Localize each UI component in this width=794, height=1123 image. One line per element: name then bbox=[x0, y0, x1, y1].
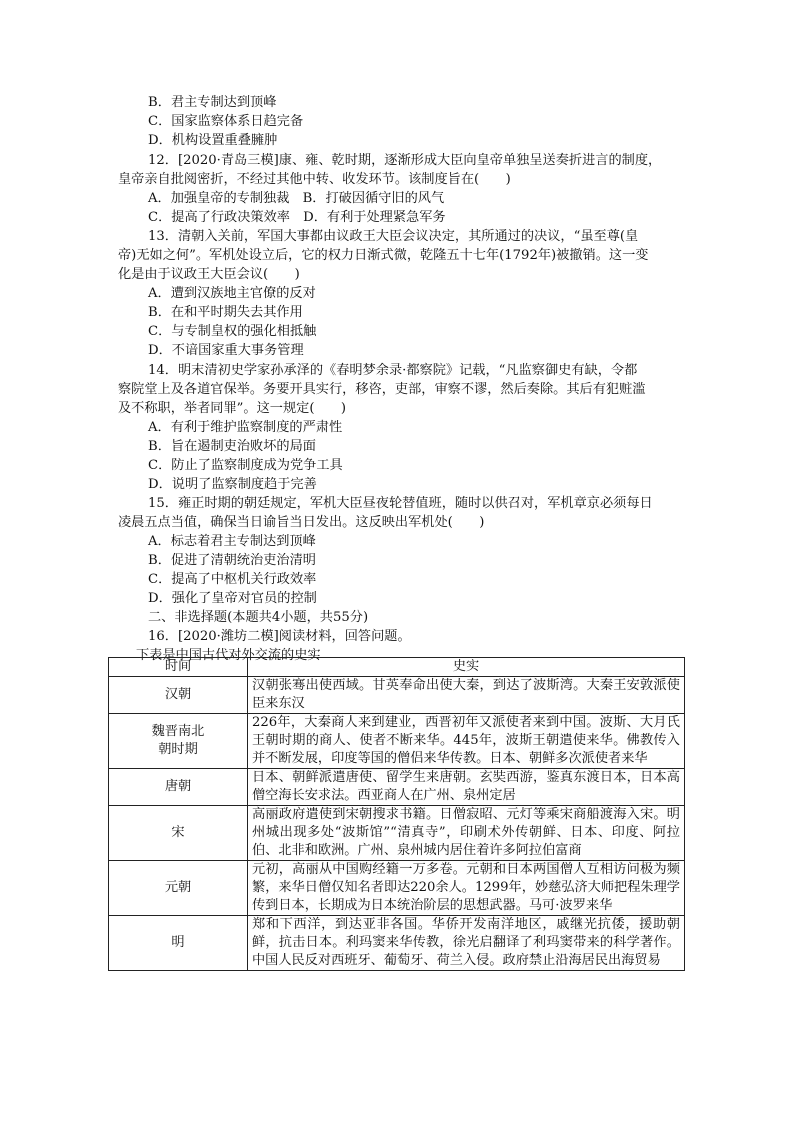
fact-cell: 郑和下西洋，到达亚非各国。华侨开发南洋地区，戚继光抗倭，援助朝鲜，抗击日本。利玛窦来华传教，徐光启翻译了利玛窦带来的科学著作。中国人民反对西班牙、葡萄牙、荷兰入侵。政府禁止沿海居民出海贸易 bbox=[248, 916, 685, 971]
q11-option-d: D．机构设置重叠臃肿 bbox=[148, 133, 278, 148]
fact-cell: 日本、朝鲜派遣唐使、留学生来唐朝。玄奘西游，鉴真东渡日本，日本高僧空海长安求法。西亚商人在广州、泉州定居 bbox=[248, 769, 685, 806]
q13-option-c: C．与专制皇权的强化相抵触 bbox=[148, 324, 317, 339]
table-row bbox=[109, 714, 685, 769]
q12-stem-line1: 12．[2020·青岛三模]康、雍、乾时期，逐渐形成大臣向皇帝单独呈送奏折进言的制度， bbox=[148, 153, 662, 168]
table-row bbox=[109, 677, 685, 714]
q12-stem-line2: 皇帝亲自批阅密折，不经过其他中转、收发环节。该制度旨在( ) bbox=[118, 172, 511, 187]
history-exchange-table bbox=[108, 657, 685, 971]
fact-cell: 元初，高丽从中国购经籍一万多卷。元朝和日本两国僧人互相访问极为频繁，来华日僧仅知名者即达220余人。1299年，妙慈弘济大师把程朱理学传到日本，长期成为日本统治阶层的思想武器。马可·波罗来华 bbox=[248, 861, 685, 916]
fact-cell: 226年，大秦商人来到建业，西晋初年又派使者来到中国。波斯、大月氏王朝时期的商人、使者不断来华。445年，波斯王朝遣使来华。佛教传入并不断发展，印度等国的僧侣来华传教。日本、朝鲜多次派使者来华 bbox=[248, 714, 685, 769]
q14-option-d: D．说明了监察制度趋于完善 bbox=[148, 477, 317, 492]
era-text: 魏晋南北朝时期 bbox=[151, 724, 205, 757]
header-facts: 史实 bbox=[248, 658, 685, 677]
q16-stem: 16．[2020·潍坊二模]阅读材料，回答问题。 bbox=[148, 629, 411, 644]
era-cell: 汉朝 bbox=[109, 677, 248, 714]
q14-option-b: B．旨在遏制吏治败坏的局面 bbox=[148, 439, 316, 454]
q11-option-b: B．君主专制达到顶峰 bbox=[148, 95, 277, 110]
q13-stem-line1: 13．清朝入关前，军国大事都由议政王大臣会议决定，其所通过的决议，“虽至尊(皇 bbox=[148, 229, 639, 244]
q13-option-a: A．遭到汉族地主官僚的反对 bbox=[148, 286, 316, 301]
fact-cell: 汉朝张骞出使西域。甘英奉命出使大秦，到达了波斯湾。大秦王安敦派使臣来东汉 bbox=[248, 677, 685, 714]
era-cell: 明 bbox=[109, 916, 248, 971]
q15-option-d: D．强化了皇帝对官员的控制 bbox=[148, 591, 317, 606]
q13-option-b: B．在和平时期失去其作用 bbox=[148, 305, 303, 320]
q15-option-a: A．标志着君主专制达到顶峰 bbox=[148, 534, 316, 549]
table-row bbox=[109, 806, 685, 861]
era-cell: 唐朝 bbox=[109, 769, 248, 806]
q13-stem-line3: 化是由于议政王大臣会议( ) bbox=[118, 267, 300, 282]
q15-stem-line2: 凌晨五点当值，确保当日谕旨当日发出。这反映出军机处( ) bbox=[118, 515, 485, 530]
table-intro: 下表是中国古代对外交流的史实 bbox=[136, 648, 321, 663]
q14-option-c: C．防止了监察制度成为党争工具 bbox=[148, 458, 343, 473]
fact-cell: 高丽政府遣使到宋朝搜求书籍。日僧寂昭、元灯等乘宋商船渡海入宋。明州城出现多处“波斯馆”“清真寺”，印刷术外传朝鲜、日本、印度、阿拉伯、北非和欧洲。广州、泉州城内居住着许多阿拉伯富商 bbox=[248, 806, 685, 861]
table-header-row bbox=[109, 658, 685, 677]
q14-stem-line2: 察院堂上及各道官保举。务要开具实行，移咨，吏部，审察不谬，然后奏除。其后有犯赃滥 bbox=[118, 382, 646, 397]
table-row bbox=[109, 861, 685, 916]
q15-stem-line1: 15．雍正时期的朝廷规定，军机大臣昼夜轮替值班，随时以供召对，军机章京必须每日 bbox=[148, 496, 653, 511]
era-cell: 元朝 bbox=[109, 861, 248, 916]
table-row bbox=[109, 916, 685, 971]
q11-option-c: C．国家监察体系日趋完备 bbox=[148, 114, 304, 129]
q15-option-b: B．促进了清朝统治吏治清明 bbox=[148, 553, 316, 568]
q14-stem-line1: 14．明末清初史学家孙承泽的《春明梦余录·都察院》记载，“凡监察御史有缺，令都 bbox=[148, 363, 638, 378]
q14-stem-line3: 及不称职，举者同罪”。这一规定( ) bbox=[118, 401, 347, 416]
era-cell: 宋 bbox=[109, 806, 248, 861]
q13-stem-line2: 帝)无如之何”。军机处设立后，它的权力日渐式微，乾隆五十七年(1792年)被撤销。这一变 bbox=[118, 248, 649, 263]
q12-options-cd: C．提高了行政决策效率 D．有利于处理紧急军务 bbox=[148, 210, 446, 225]
section-heading: 二、非选择题(本题共4小题，共55分) bbox=[148, 610, 369, 625]
q14-option-a: A．有利于维护监察制度的严肃性 bbox=[148, 420, 343, 435]
table-row bbox=[109, 769, 685, 806]
era-cell bbox=[109, 714, 248, 769]
q13-option-d: D．不谙国家重大事务管理 bbox=[148, 343, 304, 358]
q12-options-ab: A．加强皇帝的专制独裁 B．打破因循守旧的风气 bbox=[148, 191, 445, 206]
q15-option-c: C．提高了中枢机关行政效率 bbox=[148, 572, 317, 587]
header-time: 时间 bbox=[109, 658, 248, 677]
